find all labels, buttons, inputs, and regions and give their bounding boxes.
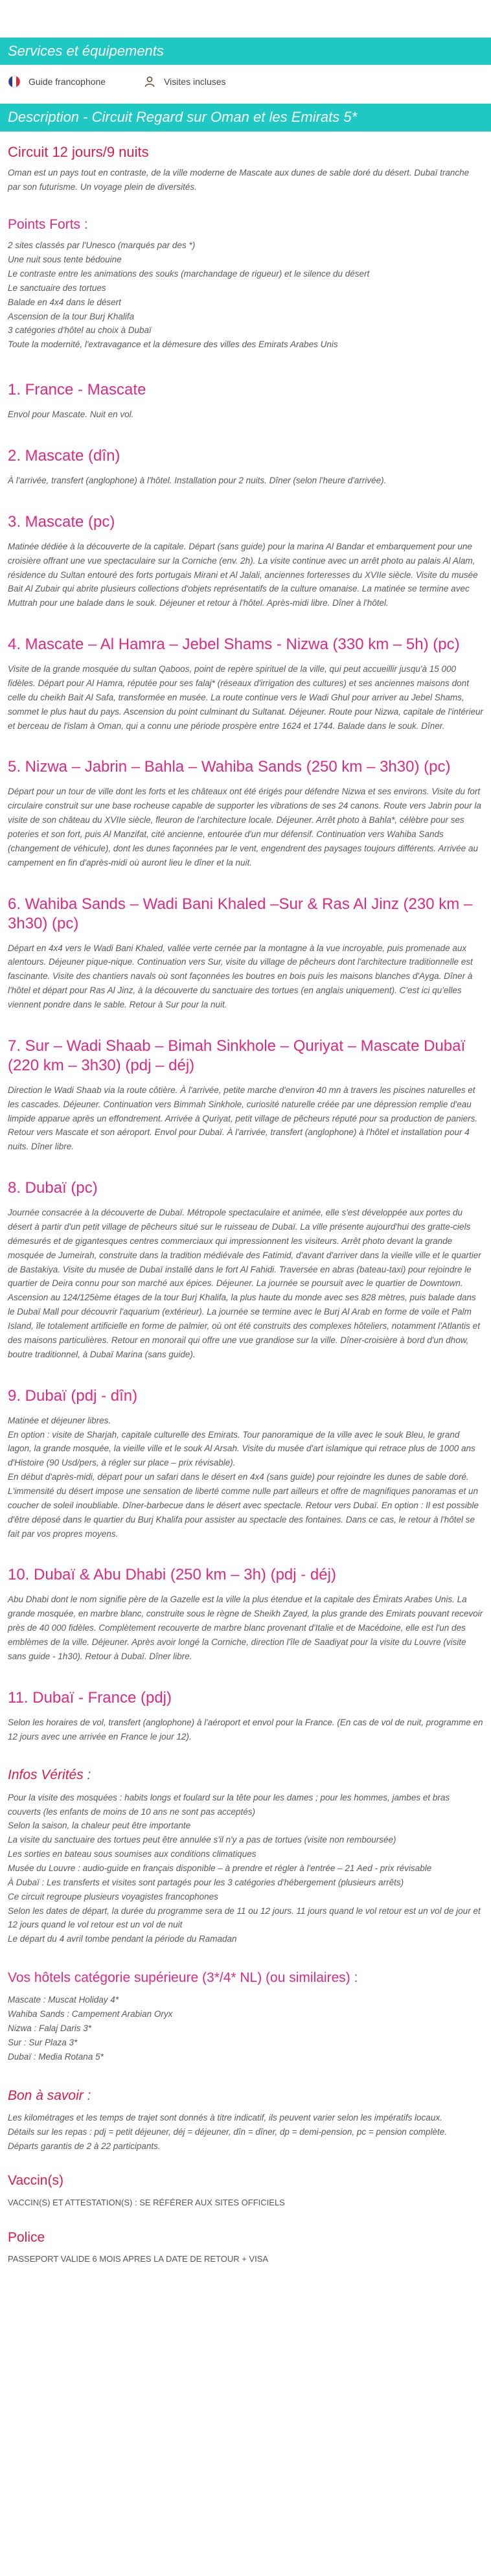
circuit-intro: Oman est un pays tout en contraste, de la ville moderne de Mascate aux dunes de sable doré du désert. Dubaï tranche par son futurisme. Un voyage plein de diversités. [8,168,470,192]
list-item: La visite du sanctuaire des tortues peut être annulée s'il n'y a pas de tortues (visite non remboursée) [8,1835,396,1845]
list-item: Mascate : Muscat Holiday 4* [8,1995,119,2005]
circuit-title: Circuit 12 jours/9 nuits [8,143,149,160]
day-text: À l'arrivée, transfert (anglophone) à l'hôtel. Installation pour 2 nuits. Dîner (selon l'heure d'arrivée). [8,475,387,485]
infos-title: Infos Vérités : [8,1767,91,1783]
day-title: 8. Dubaï (pc) [8,1179,98,1197]
hotels-list [8,1993,483,2064]
day-3 [8,512,483,610]
feature-guide [8,75,106,88]
day-title: 3. Mascate (pc) [8,512,115,531]
infos-list [8,1791,483,1946]
day-text: Selon les horaires de vol, transfert (anglophone) à l'aéroport et envol pour la France. (En cas de vol de nuit, programme en 12 jours avec une arrivée en France le jour 12). [8,1717,483,1742]
day-4 [8,635,483,733]
day-title: 2. Mascate (dîn) [8,446,120,465]
services-features [0,70,491,95]
feature-visits-label: Visites incluses [164,76,226,87]
day-2 [8,446,483,488]
day-title: 7. Sur – Wadi Shaab – Bimah Sinkhole – Quriyat – Mascate Dubaï (220 km – 3h30) (pdj – déj) [8,1037,466,1074]
bon-savoir-list [8,2111,483,2154]
day-6 [8,895,483,1012]
list-item: 2 sites classés par l'Unesco (marqués par des *) [8,240,196,251]
list-item: Sur : Sur Plaza 3* [8,2037,78,2047]
user-icon [143,75,156,88]
page [0,38,491,2279]
list-item: Ce circuit regroupe plusieurs voyagistes francophones [8,1891,218,1902]
list-item: Balade en 4x4 dans le désert [8,297,121,307]
day-paragraph: En option : visite de Sharjah, capitale culturelle des Emirats. Tour panoramique de la ville avec le souk Bleu, le grand lagon, la grande mosquée, la vieille ville et le souk Al Arsah. Visite du musée d'art islamique qui retrace plus de 1000 ans d'Histoire (90 Usd/pers, à régler sur place – prix révisable). [8,1429,475,1468]
day-paragraph: Matinée et déjeuner libres. [8,1415,111,1425]
france-flag-icon [8,75,21,88]
list-item: Ascension de la tour Burj Khalifa [8,311,135,321]
vaccins-title: Vaccin(s) [8,2173,63,2189]
services-band: Services et équipements [0,38,491,65]
day-title: 4. Mascate – Al Hamra – Jebel Shams - Nizwa (330 km – 5h) (pc) [8,636,460,654]
list-item: 3 catégories d'hôtel au choix à Dubaï [8,325,152,336]
day-text: Journée consacrée à la découverte de Dubaï. Métropole spectaculaire et animée, elle s'est développée aux portes du désert à partir d'un petit village de pêcheurs situé sur le ruisseau de Dubaï. La ville présente aujourd'hui des gratte-ciels démesurés et de gigantesques centres commerciaux qui impressionnent les visiteurs. Arrêt photo devant la grande mosquée de Jumeirah, construite dans la tradition médiévale des Fatimid, d'avant d'arriver dans la vieille ville et le quartier de Bastakiya. Visite du musée de Dubaï installé dans le fort Al Fahidi. Traversée en abras (bateau-taxi) pour rejoindre le quartier de Deira connu pour son marché aux épices. Déjeuner. La journée se poursuit avec le quartier de Downtown. Ascension au 124/125ème étages de la tour Burj Khalifa, la plus haute du monde avec ses 828 mètres, puis balade dans le Dubaï Mall pour découvrir l'aquarium (extérieur). La journée se termine avec le Burj Al Arab en forme de voile et Palm Island, île totalement artificielle en forme de palmier, où ont été construits des complexes hôteliers, notamment l'Atlantis et des maisons particulières. Retour en monorail qui offre une vue grandiose sur la ville. Dîner-croisière à bord d'un dhow, boutre traditionnel, à Dubaï Marina (sans guide). [8,1208,481,1359]
list-item: Musée du Louvre : audio-guide en français disponible – à prendre et régler à l'entrée – 21 Aed - prix révisable [8,1863,432,1873]
list-item: Départs garantis de 2 à 22 participants. [8,2141,161,2151]
day-5 [8,757,483,869]
day-text: Direction le Wadi Shaab via la route côtière. À l'arrivée, petite marche d'environ 40 mn à travers les piscines naturelles et les cascades. Déjeuner. Continuation vers Bimmah Sinkhole, curiosité naturelle créée par une dépression remplie d'eau limpide apparue après un effondrement. Arrivée à Quriyat, petit village de pêcheurs réputé pour sa production de paniers. Retour vers Mascate et son aéroport. Envol pour Dubaï. À l'arrivée, transfert (anglophone) à l'hôtel et installation pour 4 nuits. Dîner libre. [8,1085,478,1152]
feature-guide-label: Guide francophone [29,76,106,87]
list-item: Une nuit sous tente bédouine [8,255,122,265]
police-title: Police [8,2229,45,2245]
list-item: Les sorties en bateau sous soumises aux conditions climatiques [8,1849,257,1859]
vaccins-text: VACCIN(S) ET ATTESTATION(S) : SE RÉFÉRER AUX SITES OFFICIELS [8,2197,285,2207]
day-11 [8,1688,483,1744]
list-item: Nizwa : Falaj Daris 3* [8,2023,92,2034]
day-title: 9. Dubaï (pdj - dîn) [8,1386,138,1405]
day-1 [8,380,483,422]
police-text: PASSEPORT VALIDE 6 MOIS APRES LA DATE DE RETOUR + VISA [8,2253,269,2264]
day-title: 1. France - Mascate [8,381,146,399]
day-title: 10. Dubaï & Abu Dhabi (250 km – 3h) (pdj - déj) [8,1566,336,1584]
day-text: Départ pour un tour de ville dont les forts et les châteaux ont été érigés pour défendre Nizwa et ses environs. Visite du fort circulaire construit sur une base rocheuse capable de supporter les vibrations de ses 24 canons. Route vers Jabrin pour la visite de son château du XVIIe siècle, fleuron de l'architecture locale. Déjeuner. Arrêt photo à Bahla*, célèbre pour ses poteries et son fort, puis Al Manzifat, cité ancienne, entourée d'un mur défensif. Continuation vers Wahiba Sands (changement de véhicule), dont les dunes façonnées par le vent, engendrent des paysages toujours différents. Arrivée au campement en fin d'après-midi où auront lieu le dîner et la nuit. [8,787,481,868]
list-item: Le contraste entre les animations des souks (marchandage de rigueur) et le silence du désert [8,268,370,279]
list-item: Wahiba Sands : Campement Arabian Oryx [8,2009,173,2019]
day-title: 11. Dubaï - France (pdj) [8,1688,172,1707]
day-10 [8,1565,483,1663]
list-item: À Dubaï : Les transferts et visites sont partagés pour les 3 catégories d'hébergement (plusieurs arrêts) [8,1877,404,1887]
day-text: Visite de la grande mosquée du sultan Qaboos, point de repère spirituel de la ville, qui peut accueillir jusqu'à 15 000 fidèles. Départ pour Al Hamra, réputée pour ses falaj* (réseaux d'irrigation des cultures) et ses anciennes maisons dont celle du cheikh Bait Al Safa, transformée en musée. La route continue vers le Wadi Ghul pour arriver au Jebel Shams, sommet le plus haut du pays. Ascension du point culminant du Sultanat. Déjeuner. Route pour Nizwa, capitale de l'intérieur et berceau de l'islam à Oman, qui a connu une période prospère entre 1624 et 1744. Balade dans le souk. Dîner. [8,664,483,731]
feature-visits [143,75,225,88]
list-item: Selon les dates de départ, la durée du programme sera de 11 ou 12 jours. 11 jours quand le vol retour est un vol de jour et 12 jours quand le vol retour est un vol de nuit [8,1905,481,1930]
list-item: Toute la modernité, l'extravagance et la démesure des villes des Emirats Arabes Unis [8,339,338,350]
description-band: Description - Circuit Regard sur Oman et les Emirats 5* [0,104,491,131]
day-title: 6. Wahiba Sands – Wadi Bani Khaled –Sur & Ras Al Jinz (230 km – 3h30) (pc) [8,895,473,932]
hotels-title: Vos hôtels catégorie supérieure (3*/4* NL) (ou similaires) : [8,1970,358,1986]
day-text: Envol pour Mascate. Nuit en vol. [8,409,134,420]
list-item: Dubaï : Media Rotana 5* [8,2051,104,2062]
bon-savoir-title: Bon à savoir : [8,2087,91,2103]
day-text: Abu Dhabi dont le nom signifie père de la Gazelle est la ville la plus étendue et la capitale des Émirats Arabes Unis. La grande mosquée, en marbre blanc, construite sous le règne de Sheikh Zayed, la plus grande des Emirats pouvant recevoir près de 40 000 fidèles. Complètement recouverte de marbre blanc provenant d'Italie et de Macédoine, elle est l'un des emblèmes de la ville. Déjeuner. Après avoir longé la Corniche, direction l'île de Saadiyat pour la visite du Louvre (visite sans guide - 1h30). Retour à Dubaï. Dîner libre. [8,1594,483,1661]
list-item: Selon la saison, la chaleur peut être importante [8,1821,191,1831]
day-7 [8,1037,483,1154]
list-item: Le sanctuaire des tortues [8,282,106,293]
list-item: Pour la visite des mosquées : habits longs et foulard sur la tête pour les dames ; pour les hommes, jambes et bras couverts (les enfants de moins de 10 ans ne sont pas acceptés) [8,1792,450,1817]
day-text [8,1414,483,1541]
day-text: Matinée dédiée à la découverte de la capitale. Départ (sans guide) pour la marina Al Bandar et embarquement pour une croisière offrant une vue spectaculaire sur la Corniche (env. 2h). La visite continue avec un arrêt photo au palais Al Alam, résidence du Sultan entouré des forts portugais Mirani et Al Jalali, anciennes forteresses du XVIIe siècle. Visite du musée Bait Al Zubair qui abrite plusieurs collections d'objets représentatifs de la culture omanaise. La matinée se termine avec Muttrah pour une balade dans le souk. Déjeuner et retour à l'hôtel. Après-midi libre. Dîner à l'hôtel. [8,541,478,608]
list-item: Détails sur les repas : pdj = petit déjeuner, déj = déjeuner, dîn = dîner, dp = demi-pension, pc = pension complète. [8,2126,448,2137]
day-paragraph: En début d'après-midi, départ pour un safari dans le désert en 4x4 (sans guide) pour rejoindre les dunes de sable doré. L'immensité du désert impose une sensation de liberté comme nulle part ailleurs et offre de magnifiques panoramas et un coucher de soleil inoubliable. Dîner-barbecue dans le désert avec spectacle. Retour vers Dubaï. En option : Il est possible d'être déposé dans le quartier du Burj Khalifa pour assister au spectacle des fontaines. Dans ce cas, le retour à l'hôtel se fait par vos propres moyens. [8,1472,479,1539]
day-9 [8,1386,483,1541]
list-item: Les kilométrages et les temps de trajet sont donnés à titre indicatif, ils peuvent varier selon les impératifs locaux. [8,2112,442,2122]
day-text: Départ en 4x4 vers le Wadi Bani Khaled, vallée verte cernée par la montagne à la vue incroyable, puis promenade aux alentours. Déjeuner pique-nique. Continuation vers Sur, visite du village de pêcheurs dont l'architecture traditionnelle est fascinante. Visite des chantiers navals où sont façonnées les boutres en bois puis les maisons blanches d'Ayga. Dîner à l'hôtel et départ pour Ras Al Jinz, à la découverte du sanctuaire des tortues (en anglais uniquement). C'est ici qu'elles viennent pondre dans le sable. Retour à Sur pour la nuit. [8,943,473,1010]
day-title: 5. Nizwa – Jabrin – Bahla – Wahiba Sands (250 km – 3h30) (pc) [8,758,451,776]
strong-points-title: Points Forts : [8,217,88,232]
day-8 [8,1179,483,1361]
strong-points-list [8,238,483,352]
list-item: Le départ du 4 avril tombe pendant la période du Ramadan [8,1934,237,1944]
